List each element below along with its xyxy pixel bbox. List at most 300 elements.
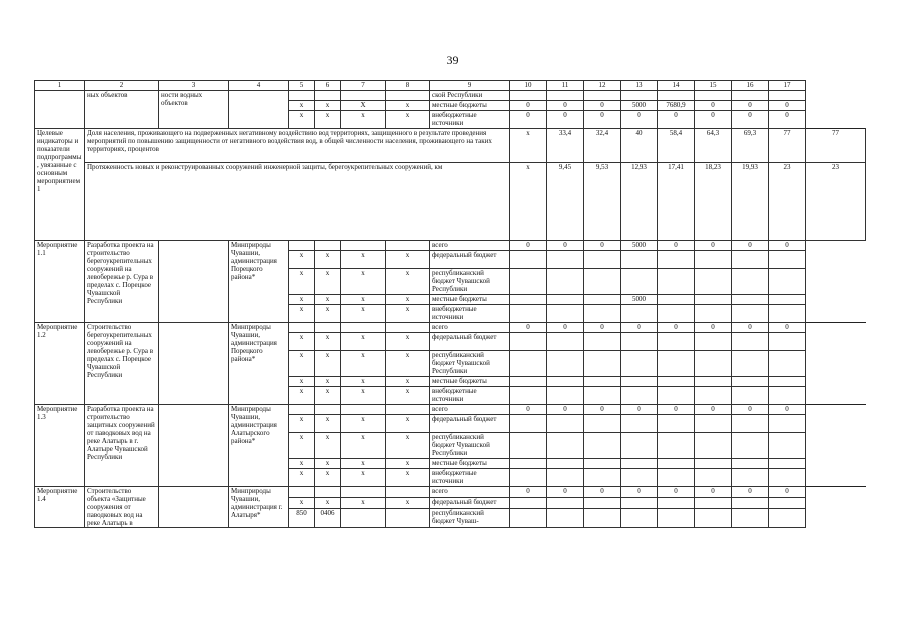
year-value <box>584 508 621 527</box>
marker-cell: x <box>386 269 430 295</box>
column-number: 10 <box>510 81 547 91</box>
indicator-value: 77 <box>806 129 866 163</box>
year-value <box>584 415 621 433</box>
marker-cell <box>341 241 386 251</box>
year-value <box>510 305 547 323</box>
year-value <box>584 91 621 101</box>
indicator-value: 17,41 <box>658 163 695 241</box>
marker-cell: x <box>315 433 341 459</box>
budget-table <box>34 80 866 528</box>
marker-cell: x <box>386 101 430 111</box>
indicator-value: 69,3 <box>732 129 769 163</box>
marker-cell <box>386 487 430 498</box>
event-row <box>35 323 866 333</box>
year-value <box>769 459 806 469</box>
year-value: 0 <box>695 405 732 415</box>
year-value <box>621 433 658 459</box>
column-number: 8 <box>386 81 430 91</box>
year-value: 0 <box>510 487 547 498</box>
year-value <box>621 459 658 469</box>
marker-cell: x <box>341 305 386 323</box>
column-number: 13 <box>621 81 658 91</box>
year-value: 0 <box>621 323 658 333</box>
year-value: 0 <box>584 101 621 111</box>
year-value <box>547 305 584 323</box>
marker-cell <box>315 241 341 251</box>
year-value: 0 <box>510 111 547 129</box>
year-value <box>769 295 806 305</box>
indicator-value: 23 <box>769 163 806 241</box>
year-value <box>732 508 769 527</box>
marker-cell: x <box>341 387 386 405</box>
marker-cell: x <box>341 433 386 459</box>
year-value: 0 <box>658 405 695 415</box>
year-value <box>547 469 584 487</box>
year-value <box>732 305 769 323</box>
marker-cell: x <box>386 497 430 508</box>
year-value: 0 <box>732 323 769 333</box>
year-value <box>695 469 732 487</box>
year-value <box>695 305 732 323</box>
marker-cell: x <box>289 251 315 269</box>
year-value <box>769 269 806 295</box>
target-row <box>35 163 866 241</box>
marker-cell <box>341 405 386 415</box>
year-value <box>769 497 806 508</box>
year-value <box>695 333 732 351</box>
year-value <box>695 459 732 469</box>
year-value <box>732 387 769 405</box>
year-value <box>769 91 806 101</box>
year-value <box>732 497 769 508</box>
year-value <box>510 269 547 295</box>
funding-source: местные бюджеты <box>430 295 510 305</box>
marker-cell: x <box>341 351 386 377</box>
funding-source: федеральный бюджет <box>430 333 510 351</box>
year-value <box>510 333 547 351</box>
event-name: Строительство берегоукрепительных сооружений на левобережье р. Сура в пределах с. Порецкое Чувашской Республики <box>85 323 159 405</box>
year-value <box>695 251 732 269</box>
year-value: 0 <box>584 111 621 129</box>
marker-cell: x <box>315 295 341 305</box>
indicator-value: 19,93 <box>732 163 769 241</box>
marker-cell: x <box>341 415 386 433</box>
marker-cell: x <box>386 377 430 387</box>
marker-cell: x <box>289 269 315 295</box>
year-value <box>732 415 769 433</box>
funding-source: ской Республики <box>430 91 510 101</box>
event-name: Разработка проекта на строительство защитных сооружений от паводковых вод на реке Алатырь в г. Алатыре Чувашской Республики <box>85 405 159 487</box>
year-value <box>732 469 769 487</box>
year-value <box>695 433 732 459</box>
year-value: 0 <box>732 241 769 251</box>
target-row <box>35 129 866 163</box>
event-row <box>35 405 866 415</box>
year-value: 0 <box>769 111 806 129</box>
marker-cell: x <box>289 295 315 305</box>
marker-cell: x <box>386 387 430 405</box>
event-goal <box>159 487 229 528</box>
marker-cell: x <box>386 111 430 129</box>
year-value <box>510 295 547 305</box>
marker-cell: x <box>315 415 341 433</box>
year-value: 0 <box>695 487 732 498</box>
marker-cell <box>341 323 386 333</box>
event-executor: Минприроды Чувашии, администрация Порецкого района* <box>229 323 289 405</box>
year-value <box>510 508 547 527</box>
funding-source: внебюджетные источники <box>430 111 510 129</box>
year-value <box>584 305 621 323</box>
year-value: 0 <box>769 241 806 251</box>
year-value <box>621 415 658 433</box>
year-value <box>547 377 584 387</box>
year-value <box>510 433 547 459</box>
year-value <box>732 333 769 351</box>
marker-cell: x <box>289 101 315 111</box>
marker-cell <box>341 91 386 101</box>
marker-cell <box>386 241 430 251</box>
marker-cell <box>315 405 341 415</box>
year-value: 0 <box>547 241 584 251</box>
year-value <box>547 91 584 101</box>
indicator-value: 58,4 <box>658 129 695 163</box>
year-value <box>621 351 658 377</box>
marker-cell <box>386 405 430 415</box>
marker-cell: 850 <box>289 508 315 527</box>
year-value <box>584 377 621 387</box>
marker-cell: x <box>289 387 315 405</box>
funding-source: местные бюджеты <box>430 377 510 387</box>
page-number: 39 <box>446 53 459 67</box>
year-value <box>769 251 806 269</box>
indicator-value: 9,45 <box>547 163 584 241</box>
marker-cell: 0406 <box>315 508 341 527</box>
marker-cell: x <box>341 269 386 295</box>
column-number: 6 <box>315 81 341 91</box>
year-value <box>584 251 621 269</box>
year-value <box>621 377 658 387</box>
year-value: 0 <box>732 487 769 498</box>
marker-cell <box>315 323 341 333</box>
marker-cell <box>289 487 315 498</box>
column-number: 12 <box>584 81 621 91</box>
marker-cell <box>315 487 341 498</box>
marker-cell: x <box>289 459 315 469</box>
marker-cell <box>289 323 315 333</box>
column-number: 15 <box>695 81 732 91</box>
year-value <box>658 295 695 305</box>
year-value <box>769 433 806 459</box>
year-value <box>547 508 584 527</box>
event-row <box>35 241 866 251</box>
funding-source: республиканский бюджет Чувашской Республики <box>430 433 510 459</box>
marker-cell: x <box>289 415 315 433</box>
year-value <box>658 415 695 433</box>
year-value: 5000 <box>621 241 658 251</box>
goal-cont: ности водных объектов <box>159 91 229 129</box>
year-value <box>584 497 621 508</box>
year-value <box>510 459 547 469</box>
event-label: Мероприятие 1.1 <box>35 241 85 323</box>
year-value: 7680,9 <box>658 101 695 111</box>
year-value <box>547 433 584 459</box>
year-value <box>658 333 695 351</box>
marker-cell: x <box>289 433 315 459</box>
year-value <box>621 305 658 323</box>
marker-cell: x <box>315 333 341 351</box>
year-value <box>732 377 769 387</box>
year-value <box>695 415 732 433</box>
event-goal <box>159 241 229 323</box>
year-value <box>658 91 695 101</box>
year-value: 0 <box>769 323 806 333</box>
marker-cell: x <box>315 377 341 387</box>
marker-cell: x <box>315 251 341 269</box>
indicator-marker: x <box>510 163 547 241</box>
year-value <box>658 497 695 508</box>
marker-cell: x <box>386 469 430 487</box>
event-label: Мероприятие 1.2 <box>35 323 85 405</box>
year-value <box>732 251 769 269</box>
funding-source: местные бюджеты <box>430 459 510 469</box>
indicator-value: 64,3 <box>695 129 732 163</box>
year-value: 0 <box>510 323 547 333</box>
year-value <box>658 377 695 387</box>
funding-source: всего <box>430 487 510 498</box>
year-value: 0 <box>732 111 769 129</box>
year-value <box>658 433 695 459</box>
event-name: Разработка проекта на строительство берегоукрепительных сооружений на левобережье р. Сура в пределах с. Порецкое Чувашской Республики <box>85 241 159 323</box>
marker-cell: x <box>315 111 341 129</box>
year-value: 0 <box>695 111 732 129</box>
targets-label: Целевые индикаторы и показатели подпрограммы, увязанные с основным мероприятием 1 <box>35 129 85 241</box>
year-value <box>621 333 658 351</box>
year-value <box>621 91 658 101</box>
year-value <box>510 91 547 101</box>
year-value <box>547 415 584 433</box>
column-number: 17 <box>769 81 806 91</box>
marker-cell: x <box>386 251 430 269</box>
year-value <box>584 387 621 405</box>
column-number: 3 <box>159 81 229 91</box>
year-value <box>547 251 584 269</box>
marker-cell: x <box>341 251 386 269</box>
event-goal <box>159 323 229 405</box>
year-value <box>769 508 806 527</box>
year-value <box>658 387 695 405</box>
year-value: 0 <box>695 241 732 251</box>
year-value: 5000 <box>621 295 658 305</box>
empty-cell <box>35 91 85 129</box>
year-value <box>658 459 695 469</box>
year-value <box>584 333 621 351</box>
marker-cell: x <box>386 433 430 459</box>
year-value: 0 <box>621 487 658 498</box>
marker-cell: x <box>315 101 341 111</box>
indicator-value: 18,23 <box>695 163 732 241</box>
year-value <box>510 251 547 269</box>
year-value: 0 <box>584 487 621 498</box>
marker-cell: x <box>315 269 341 295</box>
year-value <box>621 469 658 487</box>
indicator-value: 32,4 <box>584 129 621 163</box>
marker-cell <box>386 91 430 101</box>
marker-cell: x <box>289 497 315 508</box>
year-value <box>584 459 621 469</box>
funding-source: внебюджетные источники <box>430 469 510 487</box>
marker-cell <box>341 487 386 498</box>
marker-cell: x <box>315 459 341 469</box>
marker-cell <box>289 241 315 251</box>
event-label: Мероприятие 1.4 <box>35 487 85 528</box>
year-value <box>732 433 769 459</box>
event-name: Строительство объекта «Защитные сооружения от паводковых вод на реке Алатырь в <box>85 487 159 528</box>
column-number: 14 <box>658 81 695 91</box>
funding-source: всего <box>430 405 510 415</box>
year-value <box>584 433 621 459</box>
marker-cell: x <box>289 377 315 387</box>
year-value <box>658 251 695 269</box>
marker-cell: X <box>341 101 386 111</box>
year-value: 0 <box>658 323 695 333</box>
marker-cell: x <box>341 295 386 305</box>
year-value <box>547 295 584 305</box>
marker-cell: x <box>341 333 386 351</box>
executor-cont <box>229 91 289 129</box>
year-value <box>695 91 732 101</box>
funding-source: всего <box>430 241 510 251</box>
year-value <box>547 351 584 377</box>
column-number: 4 <box>229 81 289 91</box>
year-value <box>510 351 547 377</box>
event-executor: Минприроды Чувашии, администрация Алатырского района* <box>229 405 289 487</box>
year-value <box>621 497 658 508</box>
marker-cell: x <box>315 351 341 377</box>
funding-source: внебюджетные источники <box>430 387 510 405</box>
indicator-value: 40 <box>621 129 658 163</box>
marker-cell: x <box>315 497 341 508</box>
year-value: 0 <box>547 101 584 111</box>
year-value: 0 <box>732 405 769 415</box>
year-value: 0 <box>658 487 695 498</box>
year-value: 0 <box>769 101 806 111</box>
funding-source: внебюджетные источники <box>430 305 510 323</box>
year-value: 0 <box>584 241 621 251</box>
year-value <box>695 351 732 377</box>
year-value <box>621 387 658 405</box>
marker-cell: x <box>315 469 341 487</box>
year-value <box>695 387 732 405</box>
marker-cell: x <box>341 111 386 129</box>
year-value <box>510 497 547 508</box>
year-value: 0 <box>658 111 695 129</box>
marker-cell: x <box>289 351 315 377</box>
marker-cell <box>289 91 315 101</box>
year-value <box>547 387 584 405</box>
event-executor: Минприроды Чувашии, администрация Порецкого района* <box>229 241 289 323</box>
year-value <box>695 269 732 295</box>
indicator-marker: x <box>510 129 547 163</box>
year-value <box>621 508 658 527</box>
year-value: 0 <box>695 323 732 333</box>
marker-cell <box>289 405 315 415</box>
year-value <box>658 269 695 295</box>
continuation-row <box>35 91 866 101</box>
year-value <box>658 508 695 527</box>
year-value: 0 <box>621 405 658 415</box>
indicator-text: Протяженность новых и реконструированных сооружений инженерной защиты, берегоукрепительных сооружений, км <box>85 163 510 241</box>
year-value <box>547 459 584 469</box>
year-value <box>510 469 547 487</box>
marker-cell: x <box>386 459 430 469</box>
year-value <box>732 269 769 295</box>
event-name-cont: ных объектов <box>85 91 159 129</box>
funding-source: всего <box>430 323 510 333</box>
year-value: 5000 <box>621 101 658 111</box>
year-value: 0 <box>732 101 769 111</box>
indicator-value: 9,53 <box>584 163 621 241</box>
funding-source: республиканский бюджет Чувашской Республики <box>430 351 510 377</box>
indicator-text: Доля населения, проживающего на подверженных негативному воздействию вод территориях, защищенного в результате проведения мероприятий по повышению защищенности от негативного воздействия вод, в общей численности населения, проживающего на таких территориях, процентов <box>85 129 510 163</box>
funding-source: федеральный бюджет <box>430 415 510 433</box>
marker-cell: x <box>386 415 430 433</box>
year-value: 0 <box>510 405 547 415</box>
marker-cell <box>386 508 430 527</box>
marker-cell <box>315 91 341 101</box>
year-value <box>510 377 547 387</box>
funding-source: республиканский бюджет Чуваш- <box>430 508 510 527</box>
event-executor: Минприроды Чувашии, администрация г. Алатыря* <box>229 487 289 528</box>
year-value: 0 <box>695 101 732 111</box>
year-value <box>658 469 695 487</box>
year-value <box>547 497 584 508</box>
year-value: 0 <box>510 101 547 111</box>
year-value: 0 <box>547 487 584 498</box>
year-value <box>658 351 695 377</box>
year-value <box>695 497 732 508</box>
year-value <box>769 387 806 405</box>
column-number: 5 <box>289 81 315 91</box>
year-value <box>584 351 621 377</box>
year-value <box>769 305 806 323</box>
column-number: 9 <box>430 81 510 91</box>
year-value <box>769 377 806 387</box>
marker-cell: x <box>341 497 386 508</box>
marker-cell: x <box>289 305 315 323</box>
year-value: 0 <box>584 405 621 415</box>
year-value: 0 <box>547 111 584 129</box>
column-number: 16 <box>732 81 769 91</box>
column-number: 7 <box>341 81 386 91</box>
year-value: 0 <box>769 487 806 498</box>
year-value <box>732 295 769 305</box>
year-value <box>584 295 621 305</box>
marker-cell: x <box>386 333 430 351</box>
year-value <box>769 333 806 351</box>
year-value <box>732 91 769 101</box>
marker-cell: x <box>315 387 341 405</box>
column-number: 11 <box>547 81 584 91</box>
marker-cell: x <box>289 111 315 129</box>
marker-cell: x <box>341 459 386 469</box>
year-value: 0 <box>584 323 621 333</box>
indicator-value: 23 <box>806 163 866 241</box>
year-value: 0 <box>547 405 584 415</box>
year-value <box>769 415 806 433</box>
funding-source: местные бюджеты <box>430 101 510 111</box>
year-value <box>510 387 547 405</box>
event-goal <box>159 405 229 487</box>
